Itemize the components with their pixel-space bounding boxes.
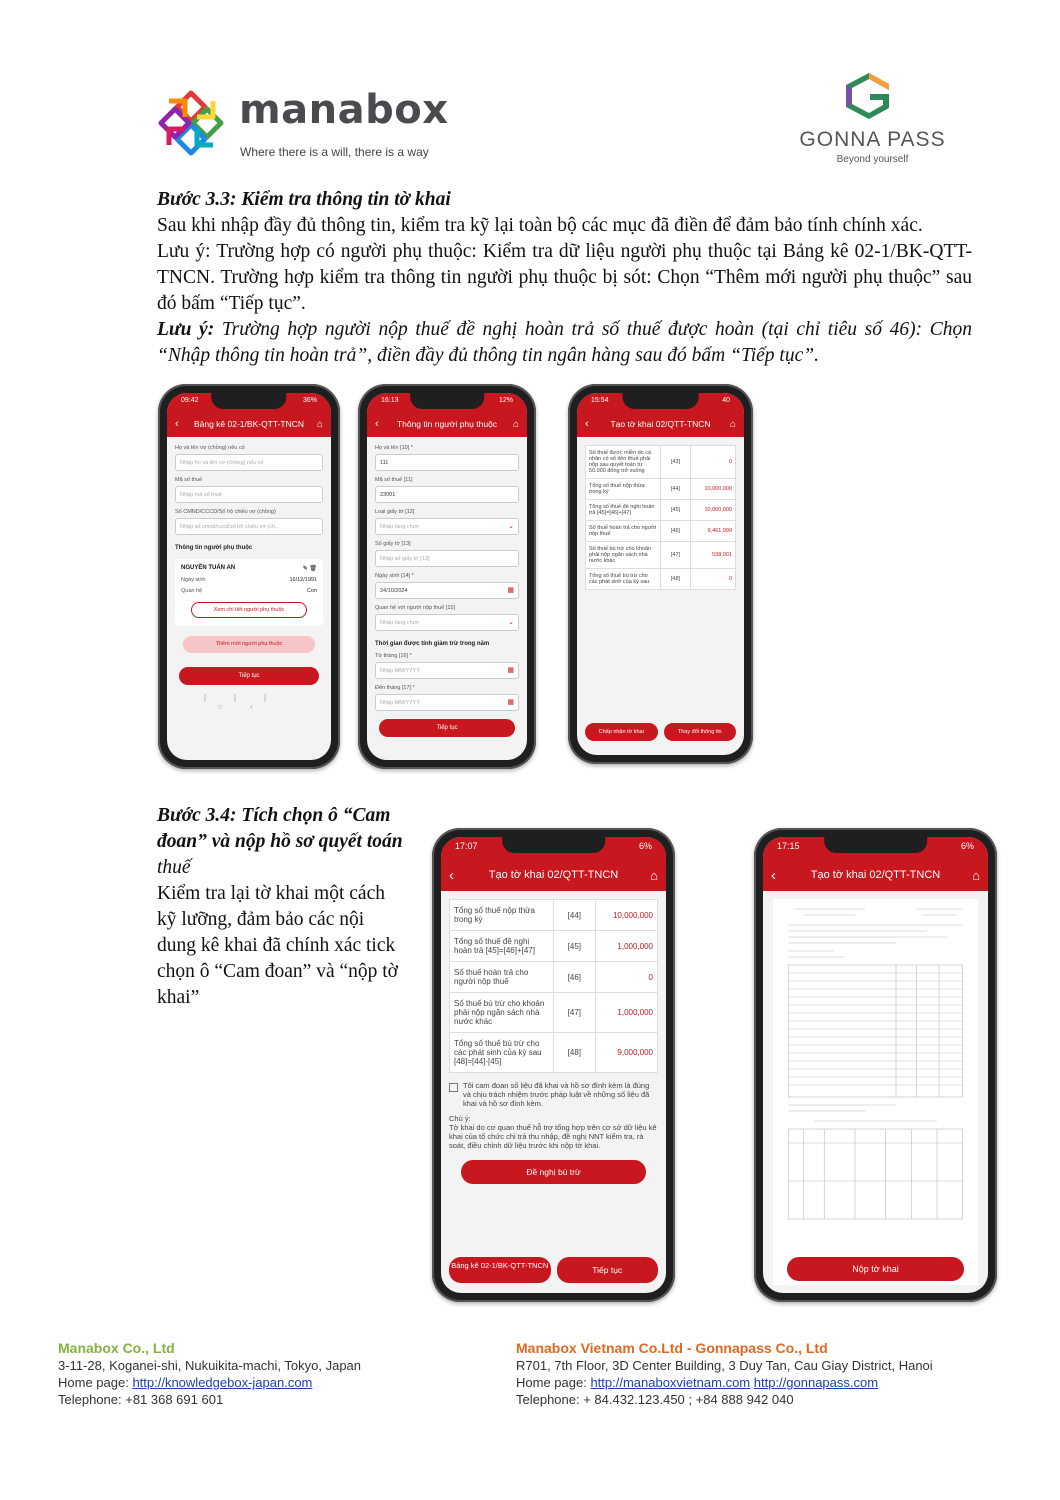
step-3-4-body: Kiểm tra lại tờ khai một cách kỹ lưỡng, đảm bảo các nội dung kê khai đã chính xác tick chọn ô “Cam đoan” và “nộp tờ khai” (157, 883, 398, 1008)
row-value: 10,000,000 (691, 500, 736, 521)
table-row (586, 521, 736, 542)
status-time: 09:42 (181, 397, 199, 404)
offset-request-button[interactable]: Đề nghị bù trừ (461, 1160, 646, 1184)
row-label: Tổng số thuế nộp thừa trong kỳ (586, 479, 661, 500)
deduction-period-title: Thời gian được tính giảm trừ trong năm (375, 641, 490, 647)
screen-title: Tạo tờ khai 02/QTT-TNCN (488, 869, 619, 881)
manabox-logo (155, 85, 455, 165)
row-code: [45] (554, 931, 596, 962)
commit-checkbox[interactable] (449, 1083, 458, 1092)
table-row (586, 542, 736, 569)
gonnapass-g-icon (843, 70, 895, 122)
row-label: Số thuế bù trừ cho khoản phải nộp ngân sách nhà nước khác (450, 993, 554, 1033)
row-code: [45] (661, 500, 691, 521)
heading-thin: thuế (157, 857, 191, 878)
spouse-name-input[interactable]: Nhập họ và tên vợ (chồng) nếu có (175, 454, 323, 471)
phone-screenshot-5 (754, 828, 997, 1302)
note-label: Lưu ý: (157, 319, 215, 340)
status-battery: 6% (638, 841, 652, 851)
home-icon[interactable]: ⌂ (729, 418, 736, 430)
add-dependent-button[interactable]: Thêm mới người phụ thuộc (183, 636, 315, 653)
next-button[interactable]: Tiếp tục (379, 719, 515, 737)
row-value: 0 (691, 446, 736, 479)
brand-name: manabox (239, 87, 449, 133)
note-title: Chú ý: (449, 1114, 471, 1123)
row-value: 1,000,000 (595, 931, 657, 962)
table-row (450, 900, 658, 931)
homepage-link-manabox[interactable]: http://manaboxvietnam.com (590, 1375, 751, 1390)
dob-label: Ngày sinh (181, 577, 206, 583)
manabox-flower-icon (155, 87, 227, 159)
document-preview-image (773, 899, 978, 1229)
status-time: 17:15 (777, 841, 800, 851)
footer-homepage-vietnam (516, 1374, 986, 1391)
next-button[interactable]: Tiếp tục (179, 667, 319, 685)
status-battery: 6% (960, 841, 974, 851)
note-text: Trường hợp người nộp thuế đề nghị hoàn trả số thuế được hoàn (tại chỉ tiêu số 46): Chọn “Nhập thông tin hoàn trả”, điền đầy đủ thông tin ngân hàng sau đó bấm “Tiếp tục”. (157, 319, 972, 366)
screen-title: Thông tin người phụ thuộc (396, 419, 498, 429)
dob-value: 24/10/2024 (380, 588, 408, 594)
declaration-preview-document[interactable] (773, 899, 978, 1285)
row-label: Số thuế hoàn trả cho người nộp thuế (586, 521, 661, 542)
note-text: Tờ khai do cơ quan thuế hỗ trợ tổng hợp trên cơ sở dữ liệu kê khai của tổ chức chi trả thu nhập, đề nghị NNT kiểm tra, rà soát, điều chỉnh dữ liệu trước khi nộp tờ khai. (449, 1123, 657, 1150)
tax-summary-table (449, 899, 658, 1073)
row-code: [48] (554, 1033, 596, 1073)
row-label: Tổng số thuế nộp thừa trong kỳ (450, 900, 554, 931)
step-3-4-section (157, 803, 407, 1011)
to-month-input[interactable] (375, 694, 519, 711)
from-month-placeholder: Nhập MM/YYYY (380, 668, 421, 674)
row-code: [47] (661, 542, 691, 569)
back-icon[interactable]: ‹ (771, 866, 776, 884)
change-info-button[interactable]: Thay đổi thông tin (664, 723, 737, 741)
back-icon[interactable]: ‹ (585, 418, 589, 430)
home-icon[interactable]: ⌂ (316, 418, 323, 430)
table-row (586, 500, 736, 521)
homepage-label: Home page: (516, 1375, 591, 1390)
from-month-input[interactable] (375, 662, 519, 679)
partner-name: GONNA PASS (799, 128, 946, 151)
dependent-card (175, 559, 323, 626)
name-input[interactable]: 111 (375, 454, 519, 471)
status-time: 15:54 (591, 397, 609, 404)
android-nav-bar: |||○‹ (203, 693, 295, 711)
row-value: 0 (595, 962, 657, 993)
relation-placeholder: Nhấp tầng chọn (380, 620, 419, 626)
step-3-3-paragraph-2: Lưu ý: Trường hợp có người phụ thuộc: Kiểm tra dữ liệu người phụ thuộc tại Bảng kê 02-1/BK-QTT-TNCN. Trường hợp kiểm tra thông tin người phụ thuộc bị sót: Chọn “Thêm mới người phụ thuộc” sau đó bấm “Tiếp tục”. (157, 241, 972, 314)
row-label: Tổng số thuế bù trừ cho các phát sinh của kỳ sau (586, 569, 661, 590)
dependent-name: NGUYỄN TUẤN AN (181, 565, 236, 571)
phone-screenshot-3 (568, 384, 753, 764)
label-doc-no: Số giấy tờ [13] (375, 541, 411, 547)
status-time: 17:07 (455, 841, 478, 851)
homepage-label: Home page: (58, 1375, 133, 1390)
relation-select[interactable] (375, 614, 519, 631)
doc-no-input[interactable]: Nhập số giấy tờ [13] (375, 550, 519, 567)
table-row (586, 569, 736, 590)
table-row (450, 962, 658, 993)
back-icon[interactable]: ‹ (375, 418, 379, 430)
relation-label: Quan hệ (181, 588, 203, 594)
footer-right (516, 1340, 986, 1408)
label-tax-code: Mã số thuế (175, 477, 203, 483)
id-number-input[interactable]: Nhập số cmnd/cccd/số hộ chiếu vợ (ch... (175, 518, 323, 535)
accept-declaration-button[interactable]: Chấp nhận tờ khai (585, 723, 658, 741)
screen-title: Tạo tờ khai 02/QTT-TNCN (610, 419, 711, 429)
step-3-3-section (157, 187, 972, 369)
footer-left (58, 1340, 478, 1408)
row-label: Tổng số thuế đề nghị hoàn trả [45]=[46]+[47] (586, 500, 661, 521)
phone-screenshot-4 (432, 828, 675, 1302)
home-icon[interactable]: ⌂ (512, 418, 519, 430)
label-to-month: Đến tháng [17] * (375, 685, 415, 691)
home-icon[interactable]: ⌂ (650, 867, 658, 883)
status-time: 16:13 (381, 397, 399, 404)
edit-delete-icons[interactable]: ✎ 🗑 (302, 566, 317, 572)
footer-address-vietnam: R701, 7th Floor, 3D Center Building, 3 Duy Tan, Cau Giay District, Hanoi (516, 1358, 933, 1373)
footer-address-japan: 3-11-28, Koganei-shi, Nukuikita-machi, Tokyo, Japan (58, 1358, 362, 1373)
partner-tagline: Beyond yourself (836, 154, 909, 165)
status-battery: 12% (498, 397, 513, 404)
chevron-down-icon: ⌄ (508, 619, 514, 626)
row-value: 9,000,000 (595, 1033, 657, 1073)
row-label: Số thuế bù trừ cho khoản phải nộp ngân sách nhà nước khác (586, 542, 661, 569)
label-doc-type: Loại giấy tờ [12] (375, 509, 415, 515)
row-code: [47] (554, 993, 596, 1033)
tax-code-input[interactable]: Nhập mã số thuế (175, 486, 323, 503)
homepage-link-gonnapass[interactable]: http://gonnapass.com (753, 1375, 879, 1390)
relation-value: Con (306, 588, 317, 594)
table-row (450, 1033, 658, 1073)
footer-phone-vietnam: Telephone: + 84.432.123.450 ; +84 888 942 040 (516, 1392, 794, 1407)
dob-input[interactable] (375, 582, 519, 599)
row-value: 538,001 (691, 542, 736, 569)
label-id-number: Số CMND/CCCD/Số hộ chiếu vợ (chồng) (175, 509, 276, 515)
row-value: 1,000,000 (595, 993, 657, 1033)
dependent-section-title: Thông tin người phụ thuộc (175, 545, 253, 551)
homepage-link[interactable]: http://knowledgebox-japan.com (132, 1375, 313, 1390)
label-name: Họ và tên [10] * (375, 445, 413, 451)
commit-text: Tôi cam đoan số liệu đã khai và hồ sơ đính kèm là đúng và chịu trách nhiệm trước pháp luật về những số liệu đã khai và hồ sơ đính kèm. (463, 1081, 650, 1108)
row-value: 0 (691, 569, 736, 590)
step-3-3-paragraph-1: Sau khi nhập đầy đủ thông tin, kiểm tra kỹ lại toàn bộ các mục đã điền để đảm bảo tính chính xác. (157, 215, 923, 236)
table-row (586, 446, 736, 479)
phone-screenshot-2 (358, 384, 536, 769)
row-value: 10,000,000 (691, 479, 736, 500)
status-battery: 36% (302, 397, 317, 404)
row-code: [44] (554, 900, 596, 931)
footer-company-vietnam: Manabox Vietnam Co.Ltd - Gonnapass Co., Ltd (516, 1340, 828, 1356)
screen-title: Bảng kê 02-1/BK-QTT-TNCN (193, 419, 305, 429)
back-icon[interactable]: ‹ (175, 418, 179, 430)
footer-homepage-japan (58, 1374, 478, 1391)
row-label: Số thuế hoàn trả cho người nộp thuế (450, 962, 554, 993)
doc-type-select[interactable] (375, 518, 519, 535)
screen-title: Tạo tờ khai 02/QTT-TNCN (810, 869, 941, 881)
form-02-1-button[interactable]: Bảng kê 02-1/BK-QTT-TNCN (449, 1257, 551, 1283)
label-spouse-name: Họ và tên vợ (chồng) nếu có (175, 445, 245, 451)
calendar-icon: ▦ (507, 699, 514, 706)
calendar-icon: ▦ (507, 587, 514, 594)
label-dob: Ngày sinh [14] * (375, 573, 414, 579)
to-month-placeholder: Nhập MM/YYYY (380, 700, 421, 706)
phone-screenshot-1 (158, 384, 340, 769)
heading-bold: Bước 3.4: Tích chọn ô “Cam đoan” và nộp hồ sơ quyết toán (157, 805, 403, 852)
row-code: [46] (554, 962, 596, 993)
step-3-3-heading: Bước 3.3: Kiểm tra thông tin tờ khai (157, 189, 451, 210)
row-code: [46] (661, 521, 691, 542)
row-value: 9,461,999 (691, 521, 736, 542)
continue-button[interactable]: Tiếp tục (557, 1257, 659, 1283)
submit-declaration-button[interactable]: Nộp tờ khai (787, 1257, 964, 1281)
row-code: [48] (661, 569, 691, 590)
row-value: 10,000,000 (595, 900, 657, 931)
row-code: [43] (661, 446, 691, 479)
step-3-4-heading (157, 803, 407, 881)
view-dependent-button[interactable]: Xem chi tiết người phụ thuộc (191, 602, 307, 618)
calendar-icon: ▦ (507, 667, 514, 674)
footer-phone-japan: Telephone: +81 368 691 601 (58, 1392, 224, 1407)
tax-summary-table (585, 445, 736, 590)
tax-input[interactable]: 23001 (375, 486, 519, 503)
row-code: [44] (661, 479, 691, 500)
table-row (450, 993, 658, 1033)
row-label: Tổng số thuế bù trừ cho các phát sinh của kỳ sau [48]=[44]-[45] (450, 1033, 554, 1073)
gonnapass-logo (785, 70, 960, 170)
label-relation: Quan hệ với người nộp thuế [15] (375, 605, 456, 611)
dob-value: 16/12/1991 (289, 577, 317, 583)
brand-tagline: Where there is a will, there is a way (240, 145, 429, 159)
label-tax: Mã số thuế [11] (375, 477, 413, 483)
label-from-month: Từ tháng [16] * (375, 653, 412, 659)
back-icon[interactable]: ‹ (449, 866, 454, 884)
status-battery: 40 (722, 397, 730, 404)
home-icon[interactable]: ⌂ (972, 867, 980, 883)
doc-type-placeholder: Nhấp tầng chọn (380, 524, 419, 530)
row-label: Số thuế được miễn do cá nhân có số tiền thuế phải nộp sau quyết toán từ 50.000 đồng trở xuống (586, 446, 661, 479)
footer-company-japan: Manabox Co., Ltd (58, 1340, 175, 1356)
table-row (586, 479, 736, 500)
chevron-down-icon: ⌄ (508, 523, 514, 530)
row-label: Tổng số thuế đề nghị hoàn trả [45]=[46]+[47] (450, 931, 554, 962)
table-row (450, 931, 658, 962)
step-3-3-note (157, 317, 972, 369)
